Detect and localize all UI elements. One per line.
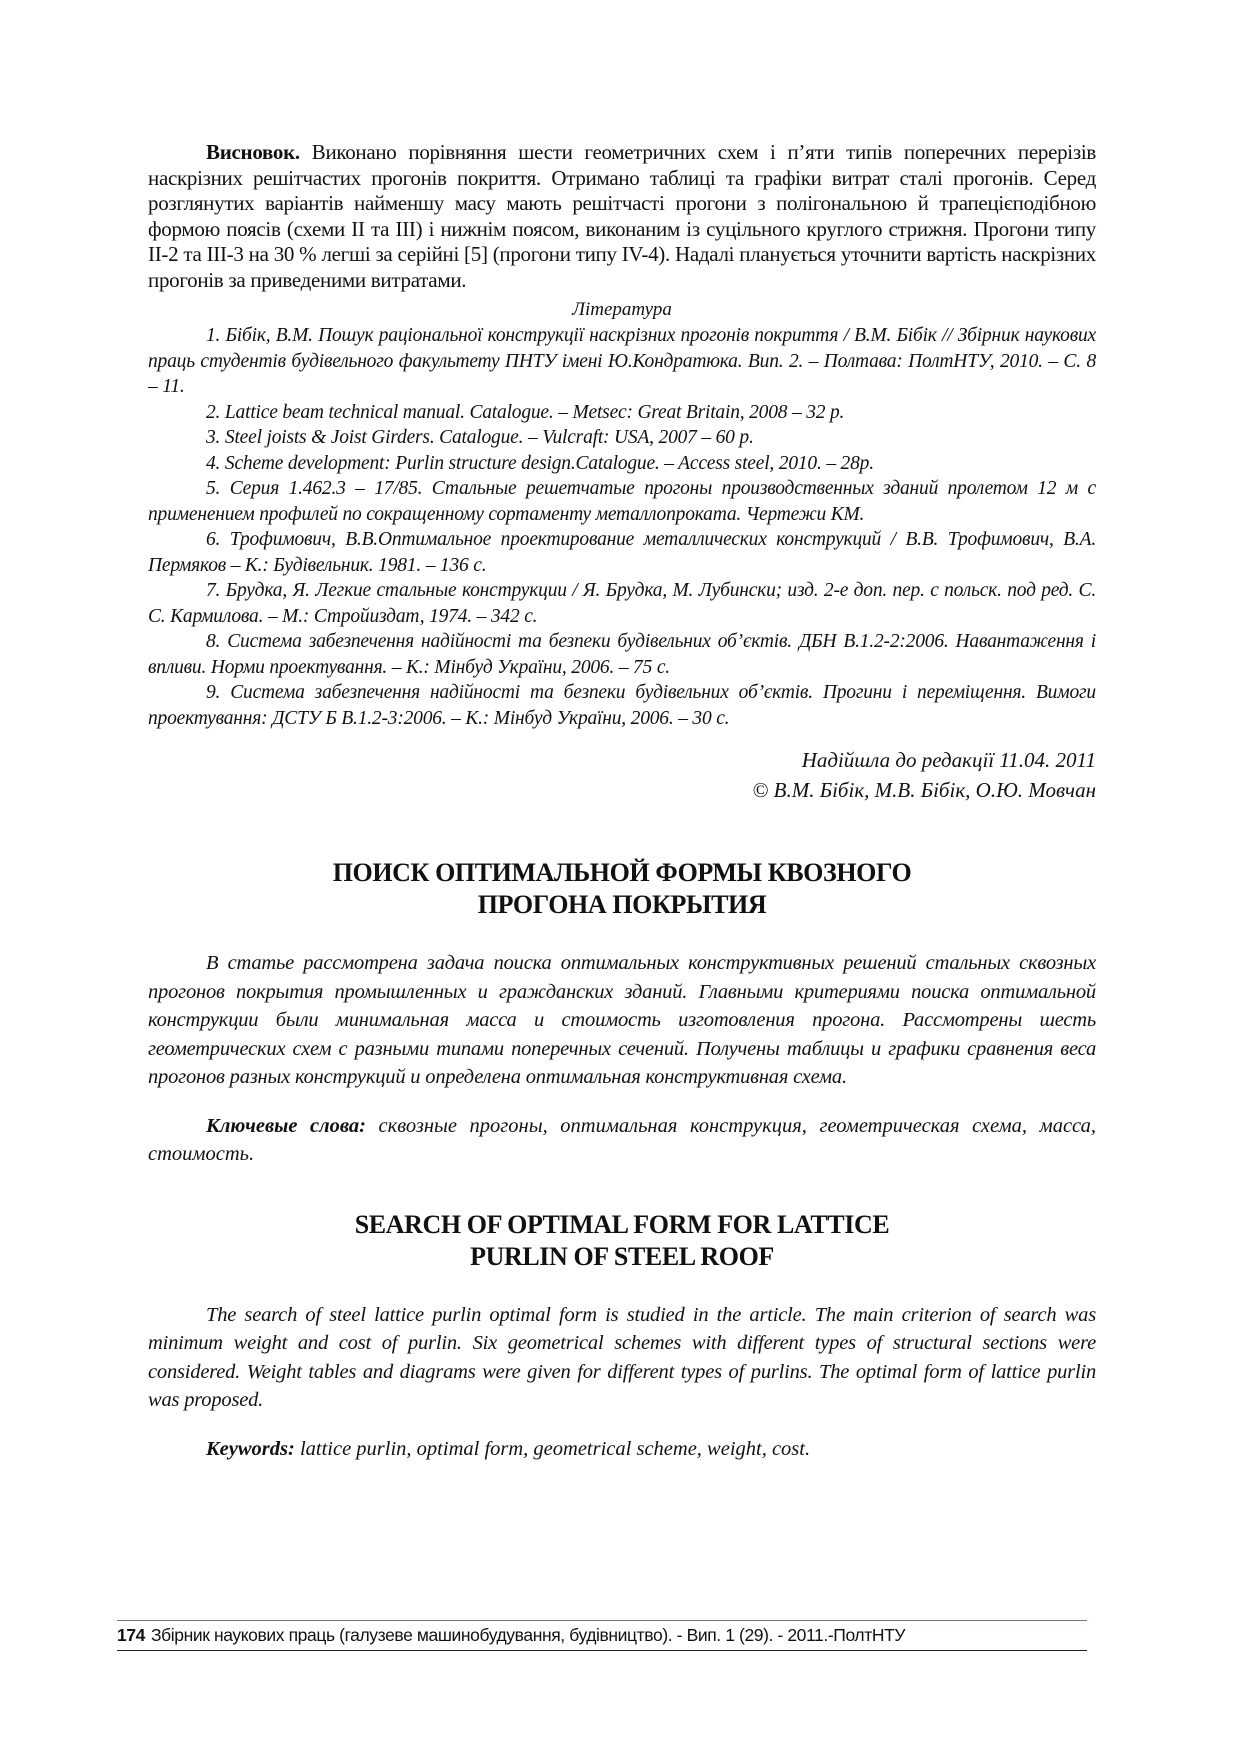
conclusion-label: Висновок. (206, 140, 300, 164)
reference-item: 1. Бібік, В.М. Пошук раціональної конструкції наскрізних прогонів покриття / В.М. Бібік // Збірник наукових праць студентів будівельного факультету ПНТУ імені Ю.Кондратюка. Вип. 2. – Полтава: ПолтНТУ, 2010. – С. 8 – 11. (148, 325, 1096, 397)
reference-item: 6. Трофимович, В.В.Оптимальное проектирование металлических конструкций / В.В. Трофимович, В.А. Пермяков – К.: Будівельник. 1981. – 136 с. (148, 529, 1096, 576)
english-abstract: The search of steel lattice purlin optimal form is studied in the article. The main criterion of search was minimum weight and cost of purlin. Six geometrical schemes with different types of structural sections were considered. Weight tables and diagrams were given for different types of purlins. The optimal form of lattice purlin was proposed. (148, 1303, 1096, 1411)
journal-citation: Збірник наукових праць (галузеве машинобудування, будівництво). - Вип. 1 (29). - 2011.-ПолтНТУ (151, 1625, 906, 1645)
english-keywords-text: lattice purlin, optimal form, geometrical scheme, weight, cost. (294, 1437, 811, 1460)
russian-keywords (148, 1112, 1096, 1169)
copyright-authors: © В.М. Бібік, М.В. Бібік, О.Ю. Мовчан (752, 778, 1096, 802)
russian-abstract: В статье рассмотрена задача поиска оптимальных конструктивных решений стальных сквозных прогонов покрытия промышленных и гражданских зданий. Главными критериями поиска оптимальной конструкции были минимальная масса и стоимость изготовления прогона. Рассмотрены шесть геометрических схем с разными типами поперечных сечений. Получены таблицы и графики сравнения веса прогонов разных конструкций и определена оптимальная конструктивная схема. (148, 952, 1096, 1088)
reference-item: 8. Система забезпечення надійності та безпеки будівельних об’єктів. ДБН В.1.2-2:2006. Навантаження і впливи. Норми проектування. – К.: Мінбуд України, 2006. – 75 с. (148, 631, 1096, 678)
english-title-line-2: PURLIN OF STEEL ROOF (470, 1241, 774, 1271)
russian-title-line-1: ПОИСК ОПТИМАЛЬНОЙ ФОРМЫ КВОЗНОГО (332, 858, 912, 887)
english-title-line-1: SEARCH OF OPTIMAL FORM FOR LATTICE (354, 1209, 890, 1239)
conclusion-text: Виконано порівняння шести геометричних схем і п’яти типів поперечних перерізів наскрізних решітчастих прогонів покриття. Отримано таблиці та графіки витрат сталі прогонів. Серед розглянутих варіантів найменшу масу мають решітчасті прогони з полігональною й трапецієподібною формою поясів (схеми II та III) і нижнім поясом, виконаним із суцільного круглого стрижня. Прогони типу II-2 та III-3 на 30 % легші за серійні [5] (прогони типу IV-4). Надалі планується уточнити вартість наскрізних прогонів за приведеними витратами. (148, 140, 1096, 292)
references-heading: Література (572, 299, 672, 320)
russian-title (148, 857, 1096, 921)
reference-list (148, 323, 1096, 731)
russian-keywords-text: сквозные прогоны, оптимальная конструкция, геометрическая схема, масса, стоимость. (148, 1114, 1096, 1165)
english-keywords-label: Keywords: (206, 1437, 295, 1460)
reference-item: 2. Lattice beam technical manual. Catalogue. – Metsec: Great Britain, 2008 – 32 p. (206, 401, 845, 423)
reference-item: 9. Система забезпечення надійності та безпеки будівельних об’єктів. Прогини і переміщення. Вимоги проектування: ДСТУ Б В.1.2-3:2006. – К.: Мінбуд України, 2006. – 30 с. (148, 682, 1096, 729)
russian-keywords-label: Ключевые слова: (206, 1114, 366, 1137)
conclusion-paragraph (148, 140, 1096, 293)
russian-title-line-2: ПРОГОНА ПОКРЫТИЯ (477, 890, 767, 919)
page-footer (117, 1620, 1087, 1651)
english-title (148, 1209, 1096, 1273)
page-number: 174 (117, 1625, 145, 1645)
english-keywords (148, 1435, 1096, 1464)
received-date: Надійшла до редакції 11.04. 2011 (801, 748, 1096, 772)
reference-item: 7. Брудка, Я. Легкие стальные конструкции / Я. Брудка, М. Лубински; изд. 2-е доп. пер. с польск. под ред. С. С. Кармилова. – М.: Стройиздат, 1974. – 342 с. (148, 580, 1096, 627)
page-content (148, 140, 1096, 1463)
reference-item: 3. Steel joists & Joist Girders. Catalogue. – Vulcraft: USA, 2007 – 60 p. (206, 427, 754, 448)
reference-item: 4. Scheme development: Purlin structure design.Catalogue. – Access steel, 2010. – 28p. (206, 452, 874, 474)
reference-item: 5. Серия 1.462.3 – 17/85. Стальные решетчатые прогоны производственных зданий пролетом 12 м с применением профилей по сокращенному сортаменту металлопроката. Чертежи КМ. (148, 478, 1096, 525)
received-block (148, 745, 1096, 805)
